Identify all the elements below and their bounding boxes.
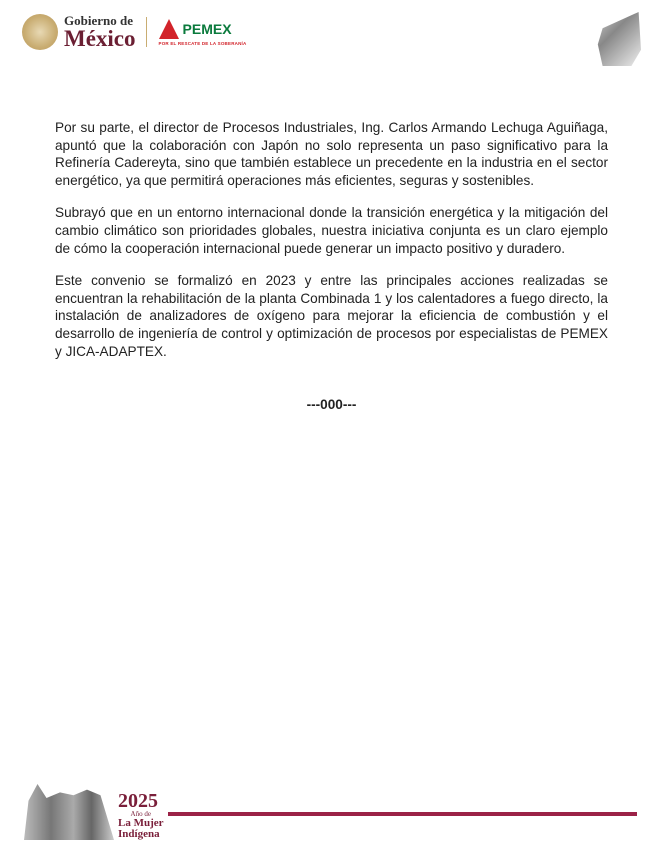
gob-line1: Gobierno de: [64, 13, 133, 28]
footer-line3: Indígena: [118, 828, 160, 840]
paragraph: Subrayó que en un entorno internacional donde la transición energética y la mitigación del cambio climático son prioridades globales, nuestra iniciativa conjunta es un claro ejemplo de cómo la cooperación internacional puede generar un impacto positivo y duradero.: [55, 205, 608, 256]
header-logos: [22, 14, 246, 50]
footer-logo: [24, 784, 164, 840]
footer-line1: Año de: [130, 810, 151, 818]
pemex-tagline: POR EL RESCATE DE LA SOBERANÍA: [158, 40, 247, 46]
footer-line2: La Mujer: [118, 817, 164, 829]
end-mark: ---000---: [306, 397, 357, 412]
pemex-wordmark: PEMEX: [182, 20, 232, 37]
gob-line2: México: [64, 26, 136, 51]
indigenous-women-illustration: [24, 784, 114, 840]
pemex-eagle-icon: [159, 19, 179, 39]
footer-year: 2025: [118, 790, 158, 812]
gobierno-logo: [64, 14, 136, 50]
footer-rule: [168, 812, 637, 816]
pemex-logo: [159, 19, 247, 46]
document-body: [55, 119, 608, 375]
logo-divider: [146, 17, 147, 47]
historic-figure-image: [593, 12, 641, 66]
paragraph: Por su parte, el director de Procesos Industriales, Ing. Carlos Armando Lechuga Aguiñaga, apuntó que la colaboración con Japón no solo representa un paso significativo para la Refinería Cadereyta, sino que también establece un precedente en la industria en el sector energético, ya que permitirá operaciones más eficientes, seguras y sostenibles.: [55, 120, 608, 188]
paragraph: Este convenio se formalizó en 2023 y entre las principales acciones realizadas se encuentran la rehabilitación de la planta Combinada 1 y los calentadores a fuego directo, la instalación de analizadores de oxígeno para mejorar la eficiencia de combustión y el desarrollo de ingeniería de control y optimización de procesos por especialistas de PEMEX y JICA-ADAPTEX.: [55, 273, 608, 359]
national-seal-icon: [22, 14, 58, 50]
